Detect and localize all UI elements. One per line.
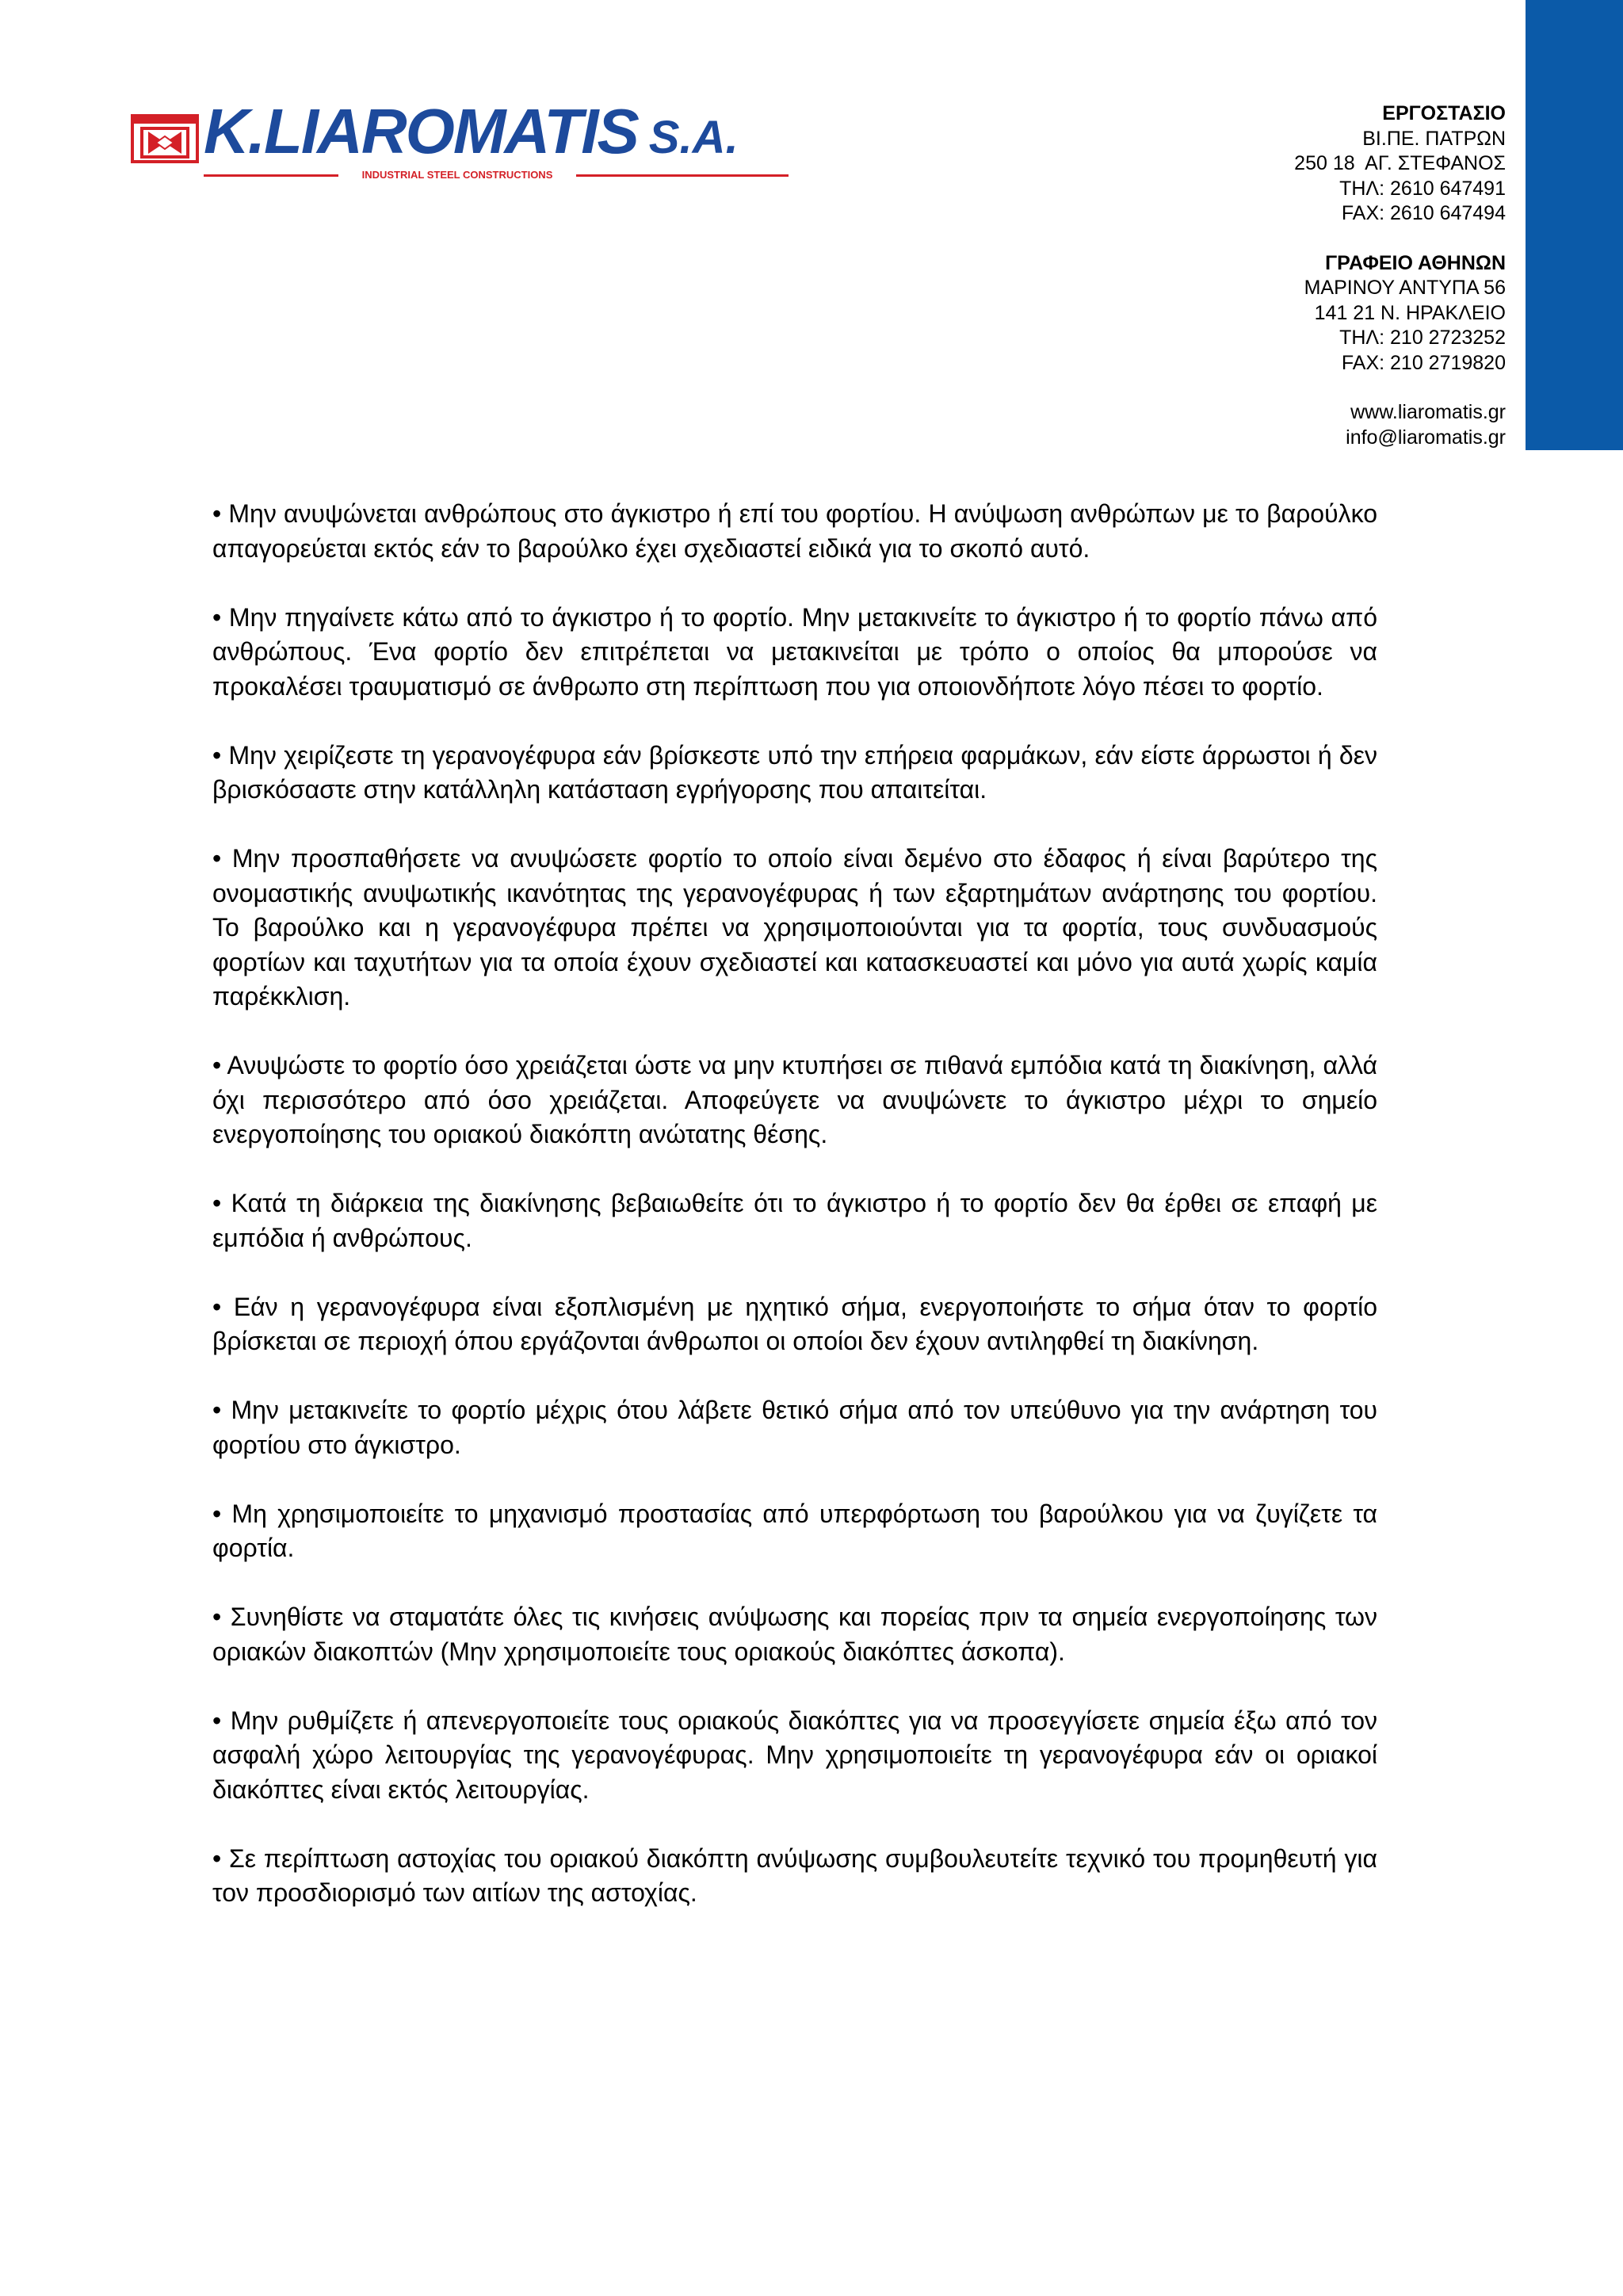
bullet-paragraph: • Εάν η γερανογέφυρα είναι εξοπλισμένη με ηχητικό σήμα, ενεργοποιήστε το σήμα όταν το φορτίο βρίσκεται σε περιοχή όπου εργάζονται άνθρωποι οι οποίοι δεν έχουν αντιληφθεί τη διακίνηση.	[212, 1292, 1377, 1355]
logo-suffix-text: S.A.	[648, 112, 739, 163]
athens-office-line: 141 21 Ν. ΗΡΑΚΛΕΙΟ	[1314, 301, 1506, 324]
bullet-paragraph: • Σε περίπτωση αστοχίας του οριακού διακόπτη ανύψωσης συμβουλευτείτε τεχνικό του προμηθευτή για τον προσδιορισμό των αιτίων της αστοχίας.	[212, 1843, 1377, 1907]
contact-block	[1030, 101, 1506, 450]
bullet-paragraph: • Κατά τη διάρκεια της διακίνησης βεβαιωθείτε ότι το άγκιστρο ή το φορτίο δεν θα έρθει σε επαφή με εμπόδια ή ανθρώπους.	[212, 1189, 1377, 1252]
bullet-paragraph: • Μην μετακινείτε το φορτίο μέχρις ότου λάβετε θετικό σήμα από τον υπεύθυνο για την ανάρτηση του φορτίου στο άγκιστρο.	[212, 1396, 1377, 1459]
bullet-paragraph: • Ανυψώστε το φορτίο όσο χρειάζεται ώστε να μην κτυπήσει σε πιθανά εμπόδια κατά τη διακίνηση, αλλά όχι περισσότερο από όσο χρειάζεται. Αποφεύγετε να ανυψώνετε το άγκιστρο μέχρι το σημείο ενεργοποίησης του οριακού διακόπτη ανώτατης θέσης.	[212, 1051, 1377, 1148]
bullet-paragraph: • Συνηθίστε να σταματάτε όλες τις κινήσεις ανύψωσης και πορείας πριν τα σημεία ενεργοποίησης των οριακών διακοπτών (Μην χρησιμοποιείτε τους οριακούς διακόπτες άσκοπα).	[212, 1603, 1377, 1666]
logo-rule-right	[576, 174, 789, 177]
factory-line: 250 18 ΑΓ. ΣΤΕΦΑΝΟΣ	[1294, 152, 1506, 174]
factory-title: ΕΡΓΟΣΤΑΣΙΟ	[1382, 102, 1506, 124]
factory-phone: ΤΗΛ: 2610 647491	[1339, 177, 1506, 200]
company-logo	[131, 96, 804, 188]
logo-emblem-icon	[131, 114, 199, 163]
bullet-paragraph: • Μη χρησιμοποιείτε το μηχανισμό προστασίας από υπερφόρτωση του βαρούλκου για να ζυγίζετε τα φορτία.	[212, 1499, 1377, 1562]
website-text: www.liaromatis.gr	[1350, 401, 1506, 423]
athens-office-fax: FAX: 210 2719820	[1341, 351, 1506, 374]
side-accent-bar	[1526, 0, 1623, 450]
logo-wordmark	[204, 96, 739, 166]
athens-office-phone: ΤΗΛ: 210 2723252	[1339, 327, 1506, 349]
bullet-paragraph: • Μην προσπαθήσετε να ανυψώσετε φορτίο το οποίο είναι δεμένο στο έδαφος ή είναι βαρύτερο της ονομαστικής ανυψωτικής ικανότητας της γερανογέφυρας ή των εξαρτημάτων ανάρτησης του φορτίου. Το βαρούλκο και η γερανογέφυρα πρέπει να χρησιμοποιούνται για τα φορτία, τους συνδυασμούς φορτίων και ταχυτήτων για τα οποία έχουν σχεδιαστεί και κατασκευαστεί και μόνο για αυτά χωρίς καμία παρέκκλιση.	[212, 844, 1377, 1010]
factory-address	[1030, 101, 1506, 227]
logo-rule-left	[204, 174, 338, 177]
logo-name-text: K.LIAROMATIS	[204, 96, 638, 166]
athens-office-line: ΜΑΡΙΝΟΥ ΑΝΤΥΠΑ 56	[1304, 277, 1506, 299]
athens-office-title: ΓΡΑΦΕΙΟ ΑΘΗΝΩΝ	[1325, 251, 1506, 274]
factory-line: ΒΙ.ΠΕ. ΠΑΤΡΩΝ	[1362, 127, 1506, 150]
bullet-paragraph: • Μην χειρίζεστε τη γερανογέφυρα εάν βρίσκεστε υπό την επήρεια φαρμάκων, εάν είστε άρρωστοι ή δεν βρισκόσαστε στην κατάλληλη κατάσταση εγρήγορσης που απαιτείται.	[212, 740, 1377, 804]
email-text: info@liaromatis.gr	[1346, 426, 1506, 449]
bullet-paragraph: • Μην ανυψώνεται ανθρώπους στο άγκιστρο ή επί του φορτίου. Η ανύψωση ανθρώπων με το βαρούλκο απαγορεύεται εκτός εάν το βαρούλκο έχει σχεδιαστεί ειδικά για το σκοπό αυτό.	[212, 499, 1377, 563]
bullet-paragraph: • Μην ρυθμίζετε ή απενεργοποιείτε τους οριακούς διακόπτες για να προσεγγίσετε σημεία έξω από τον ασφαλή χώρο λειτουργίας της γερανογέφυρας. Μην χρησιμοποιείτε τη γερανογέφυρα εάν οι οριακοί διακόπτες είναι εκτός λειτουργίας.	[212, 1706, 1377, 1804]
document-body	[212, 497, 1377, 1945]
athens-office-address	[1030, 251, 1506, 376]
factory-fax: FAX: 2610 647494	[1341, 202, 1506, 224]
web-contact	[1030, 400, 1506, 450]
bullet-paragraph: • Μην πηγαίνετε κάτω από το άγκιστρο ή το φορτίο. Μην μετακινείτε το άγκιστρο ή το φορτίο πάνω από ανθρώπους. Ένα φορτίο δεν επιτρέπεται να μετακινείται με τρόπο ο οποίος θα μπορούσε να προκαλέσει τραυματισμό σε άνθρωπο στη περίπτωση που για οποιονδήποτε λόγο πέσει το φορτίο.	[212, 602, 1377, 701]
logo-tagline: INDUSTRIAL STEEL CONSTRUCTIONS	[338, 169, 576, 181]
